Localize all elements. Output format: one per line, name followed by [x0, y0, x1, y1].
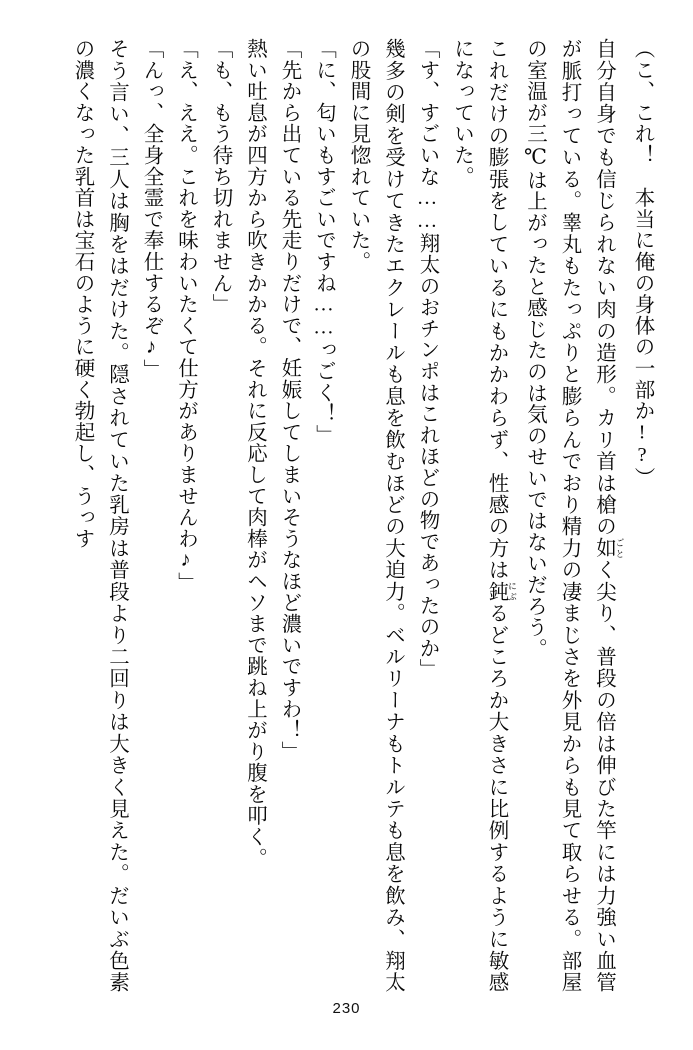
page-body-text: [34, 38, 659, 993]
paragraph: 自分自身でも信じられない肉の造形。カリ首は槍の如 ごとく尖り、普段の倍は伸びた竿には力強い血管が脈打っている。睾丸もたっぷりと膨らんでおり精力の凄まじさを外見からも見て取らせる。部屋の室温が三℃は上がったと感じたのは気のせいではないだろう。: [523, 38, 625, 993]
paragraph: これだけの膨張をしているにもかかわらず、性感の方は鈍 にぶるどころか大きさに比例するように敏感になっていた。: [450, 38, 517, 993]
paragraph: 「え、ええ。これを味わいたくて仕方がありませんわ♪」: [174, 38, 197, 594]
paragraph: 「んっ、全身全霊で奉仕するぞ♪」: [140, 38, 162, 381]
ruby-nibu: 鈍 にぶ: [485, 580, 517, 603]
paragraph: 「先から出ている先走りだけで、妊娠してしまいそうなほど濃いですわ！」: [278, 38, 300, 763]
paragraph: 幾多の剣を受けてきたエクレールも息を飲むほどの大迫力。ベルリーナもトルテも息を飲み、翔太の股間に見惚れていた。: [347, 38, 404, 993]
page-number: 230: [332, 1000, 361, 1017]
paragraph: 「も、もう待ち切れません」: [209, 38, 231, 315]
paragraph: 「す、すごいな……翔太のおチンポはこれほどの物であったのか」: [416, 38, 438, 680]
paragraph: そう言い、三人は胸をはだけた。隠されていた乳房は普段より二回りは大きく見えた。だいぶ色素の濃くなった乳首は宝石のように硬く勃起し、うっす: [71, 38, 128, 993]
paragraph: 熱い吐息が四方から吹きかかる。それに反応して肉棒がヘソまで跳ね上がり腹を叩く。: [243, 38, 266, 869]
ruby-goto: 如 ごと: [592, 537, 625, 560]
paragraph: （こ、これ！ 本当に俺の身体の一部か!?）: [631, 38, 653, 489]
paragraph: 「に、匂いもすごいですね……っごく！」: [312, 38, 335, 446]
